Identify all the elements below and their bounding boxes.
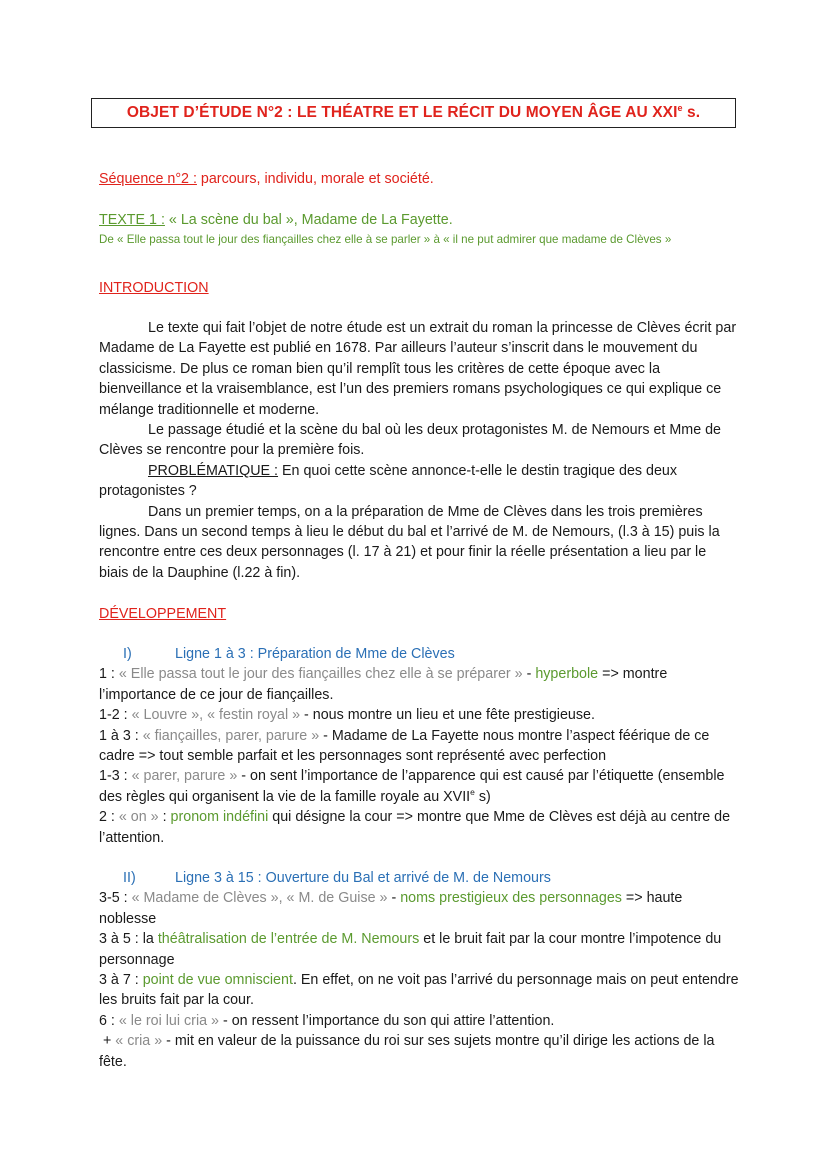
sequence-label: Séquence n°2 : [99,171,197,187]
sequence-text: parcours, individu, morale et société. [196,171,434,187]
part-1-heading [99,644,739,664]
part-2-line-2: 3 à 5 : la théâtralisation de l’entrée de M. Nemours et le bruit fait par la cour montre l’impotence du personnage [99,931,722,968]
developpement-heading: DÉVELOPPEMENT [99,606,227,622]
problematique-text: En quoi cette scène annonce-t-elle le destin tragique des deux protagonistes ? [99,462,678,500]
texte-range: De « Elle passa tout le jour des fiançailles chez elle à se parler » à « il ne put admirer que madame de Clèves » [99,233,672,246]
part-2-heading [99,868,739,888]
intro-paragraph-4: Dans un premier temps, on a la préparation de Mme de Clèves dans les trois premières lignes. Dans un second temps à lieu le début du bal et l’arrivé de M. de Nemours, (l.3 à 15) puis la rencontre entre ces deux personnages (l. 17 à 21) et pour finir la réelle présentation a lieu par le biais de la Dauphine (l.22 à fin). [99,503,720,581]
part-1-line-1: 1 : « Elle passa tout le jour des fiançailles chez elle à se préparer » - hyperbole => montre l’importance de ce jour de fiançailles. [99,666,668,703]
intro-paragraph-2: Le passage étudié et la scène du bal où les deux protagonistes M. de Nemours et Mme de Clèves se rencontre pour la première fois. [99,422,722,459]
part-1-title: Ligne 1 à 3 : Préparation de Mme de Clèves [175,646,455,662]
part-1-line-2: 1-2 : « Louvre », « festin royal » - nous montre un lieu et une fête prestigieuse. [99,707,595,724]
part-2-line-5: + « cria » - mit en valeur de la puissance du roi sur ses sujets montre qu’il dirige les actions de la fête. [99,1033,715,1070]
problematique [99,461,739,502]
introduction-heading: INTRODUCTION [99,280,209,296]
part-2-line-3: 3 à 7 : point de vue omniscient. En effet, on ne voit pas l’arrivé du personnage mais on peut entendre les bruits fait par la cour. [99,972,739,1009]
introduction-body [99,318,739,583]
part-2-line-4: 6 : « le roi lui cria » - on ressent l’importance du son qui attire l’attention. [99,1012,555,1029]
part-1 [99,644,739,848]
part-1-line-4: 1-3 : « parer, parure » - on sent l’importance de l’apparence qui est causé par l’étiquette (ensemble des règles qui organisent la vie de la famille royale au XVIIe s) [99,768,725,805]
part-1-line-5: 2 : « on » : pronom indéfini qui désigne la cour => montre que Mme de Clèves est déjà au centre de l’attention. [99,809,731,846]
part-1-line-3: 1 à 3 : « fiançailles, parer, parure » - Madame de La Fayette nous montre l’aspect féérique de ce cadre => tout semble parfait et les personnages sont représenté avec perfection [99,727,710,765]
page-title: OBJET D’ÉTUDE N°2 : LE THÉATRE ET LE RÉCIT DU MOYEN ÂGE AU XXIe s. [126,102,701,121]
part-2-number: II) [123,870,136,886]
problematique-label: PROBLÉMATIQUE : [148,462,279,479]
part-2 [99,868,739,1072]
texte-text: « La scène du bal », Madame de La Fayette. [164,212,453,228]
part-2-line-1: 3-5 : « Madame de Clèves », « M. de Guise » - noms prestigieux des personnages => haute noblesse [99,890,683,927]
part-2-title: Ligne 3 à 15 : Ouverture du Bal et arrivé de M. de Nemours [175,870,551,886]
title-box [91,98,736,128]
intro-paragraph-1: Le texte qui fait l’objet de notre étude est un extrait du roman la princesse de Clèves écrit par Madame de La Fayette est publié en 1678. Par ailleurs l’auteur s’inscrit dans le mouvement du classicisme. De plus ce roman bien qu’il remplît tous les critères de cette époque avec la bienveillance et la vraisemblance, est l’un des premiers romans psychologiques ce qui explique ce mélange traditionnelle et moderne. [99,320,737,418]
texte-label: TEXTE 1 : [99,212,165,228]
sequence-line [99,169,739,189]
texte-line [99,210,739,230]
part-1-number: I) [123,646,132,662]
